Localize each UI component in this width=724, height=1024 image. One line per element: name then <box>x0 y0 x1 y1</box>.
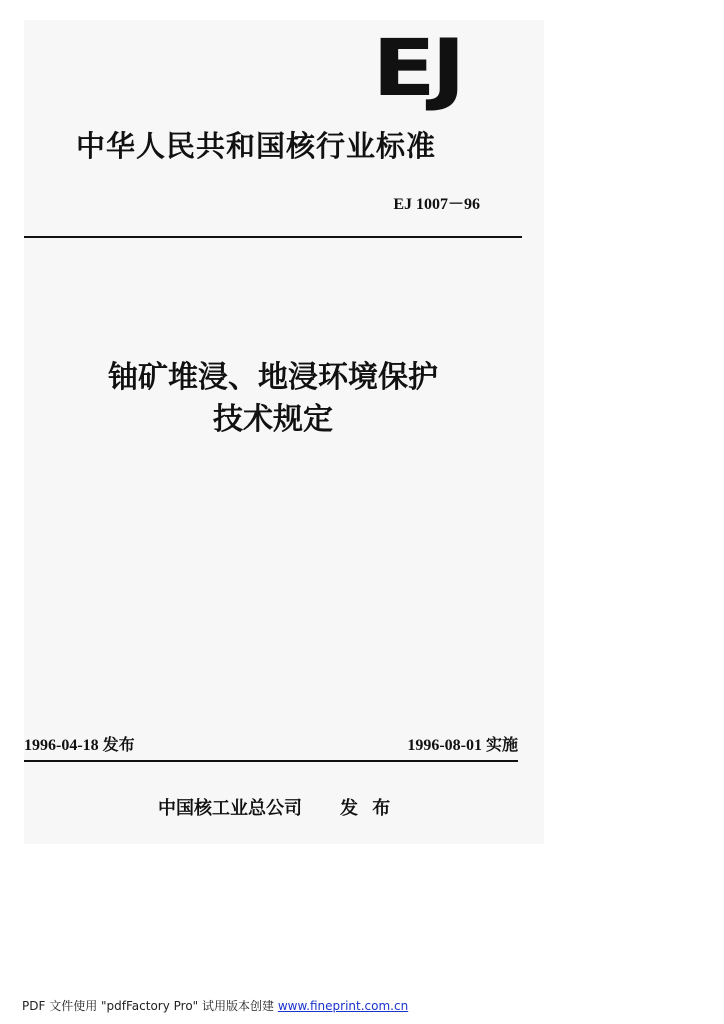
document-title-line-2: 技术规定 <box>213 402 333 437</box>
publisher-action: 发 布 <box>340 798 395 819</box>
standard-code: EJ 1007－96 <box>393 196 480 213</box>
publish-date: 1996-04-18 发布 <box>24 737 135 754</box>
pdf-footer <box>22 997 408 1014</box>
ej-logo: EJ <box>372 24 462 114</box>
document-title-line-1: 铀矿堆浸、地浸环境保护 <box>108 360 438 395</box>
footer-divider <box>24 760 518 762</box>
standard-category-title: 中华人民共和国核行业标准 <box>76 129 437 163</box>
publisher-name: 中国核工业总公司 <box>158 798 302 819</box>
effective-date: 1996-08-01 实施 <box>407 737 518 754</box>
pdf-footer-text: PDF 文件使用 "pdfFactory Pro" 试用版本创建 <box>22 999 278 1013</box>
fineprint-link[interactable]: www.fineprint.com.cn <box>277 999 409 1013</box>
header-divider <box>24 236 522 238</box>
